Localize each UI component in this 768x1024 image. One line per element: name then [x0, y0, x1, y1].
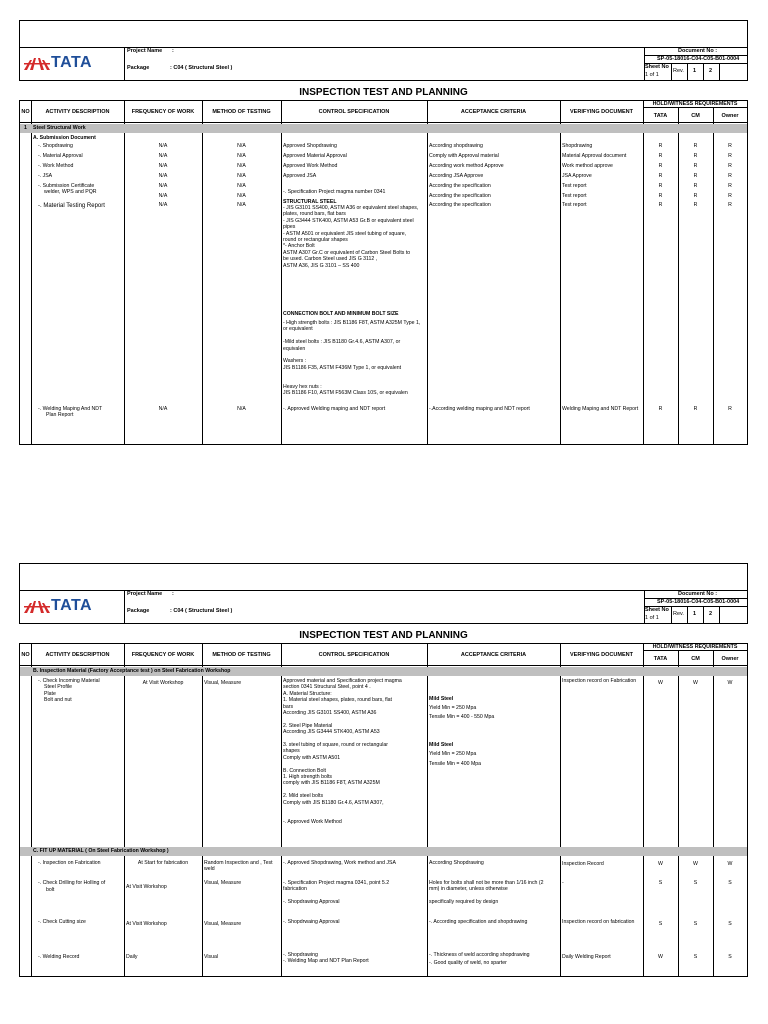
section-title: Steel Structural Work: [33, 125, 86, 131]
section-no: 1: [24, 125, 27, 131]
col-owner: Owner: [721, 112, 739, 119]
bolt-title: CONNECTION BOLT AND MINIMUM BOLT SIZE: [283, 311, 399, 317]
col-control: CONTROL SPECIFICATION: [318, 109, 390, 115]
structural-steel-title: STRUCTURAL STEEL: [283, 199, 337, 205]
column-header-row: [20, 101, 747, 123]
col-verifying: VERIFYING DOCUMENT: [570, 652, 633, 658]
col-frequency: FREQUENCY OF WORK: [131, 652, 195, 658]
section-c-title: C. FIT UP MATERIAL ( On Steel Fabrication Workshop ): [33, 848, 169, 854]
itp-table: NO ACTIVITY DESCRIPTION FREQUENCY OF WORK METHOD OF TESTING CONTROL SPECIFICATION ACCEPTANCE CRITERIA VERIFYING DOCUMENT HOLD/WITNESS REQUIREMENTS TATA CM Owner 1 Steel Structural Work A. Submission Document -. Shopdrawing N/A N/A Approved Shopdrawing According shopdrawing Shopdrawing R R R -. Material Approval N/A N/A Approved Material Approval Comply with Approval material Material Approval document R R R -. Work Method N/A N/A Approved Work Method According work method Approve Work method approve R R R -. JSA N/A N/A Approved JSA According JSA Approve JSA Approve R R R -. Submission Certificate welder, WPS and PQR N/A N/A -. Specification Project magma number 0341 According the specification Test report R R R N/A N/A According the specification Test report R R R -. Material Testing Report N/A N/A According the specification Test report R R R STRUCTURAL STEEL - JIS G3101 SS400, ASTM A36 or equivalent steel shapes, plates, round bars, flat bars - JIS G3444 STK400, ASTM A53 Gr.B or equivalent steel pipes - ASTM A501 or equivalent JIS steel tubing of square, round or rectangular shapes *- Anchor Bolt ASTM A307 Gr.C or equivalent of Carbon Steel Bolts to be used. Carbon Steel used JIS G 3112 , ASTM A36, JIS G 3101 – SS 400 CONNECTION BOLT AND MINIMUM BOLT SIZE - High strength bolts : JIS B1186 F8T, ASTM A325M Type 1, or equivalent -Mild steel bolts : JIS B1180 Gr.4.6, ASTM A307, or equivalen Washers : JIS B1186 F35, ASTM F436M Type 1, or equivalent Heavy hex nuts : JIS B1186 F10, ASTM F563M Class 10S, or equivalen -. Welding Maping And NDT Plan Report N/A N/A -. Approved Welding maping and NDT report -.According welding maping and NDT report Welding Maping and NDT Report R R R: [19, 100, 748, 445]
project-name-label: Project Name: [127, 48, 163, 54]
project-name-label: Project Name: [127, 591, 163, 597]
sheet-1: [19, 20, 748, 445]
sheet-header: [19, 20, 748, 81]
rev-1: 1: [693, 68, 697, 74]
logo-text: TATA: [51, 597, 93, 614]
sheet-no-label: Sheet No: [645, 64, 669, 70]
rev-label: Rev.: [673, 68, 684, 74]
col-hold-witness: HOLD/WITNESS REQUIREMENTS: [643, 644, 747, 651]
itp-table: NO ACTIVITY DESCRIPTION FREQUENCY OF WORK METHOD OF TESTING CONTROL SPECIFICATION ACCEPTANCE CRITERIA VERIFYING DOCUMENT HOLD/WITNESS REQUIREMENTS TATA CM Owner B. Inspection Material (Factory Acceptance test ) on Steel Fabrication Workshop -. Check Incoming Material Steel Profile Plate Bolt and nut At Visit Workshop Visual, Measure Approved material and Specification project magma section 0341 Structural Steel, point 4 . A. Material Structure: 1. Material steel shapes, plates, round bars, flat bars According JIS G3101 SS400, ASTM A36 2. Steel Pipe Material According JIS G3444 STK400, ASTM A53 3. steel tubing of square, round or rectangular shapes Comply with ASTM A501 B. Connection Bolt 1. High strength bolts comply with JIS B1186 F8T, ASTM A325M 2. Mild steel bolts Comply with JIS B1180 Gr.4.6, ASTM A307, -. Approved Work Method Mild Steel Yield Min = 250 Mpa Tensile Min = 400 - 550 Mpa Mild Steel Yield Min = 250 Mpa Tensile Min = 400 Mpa Inspection record on Fabrication W W W C. FIT UP MATERIAL ( On Steel Fabrication Workshop ) -. Inspection on Fabrication At Start for fabrication Random Inspection and , Test weld -. Approved Shopdrawing, Work method and JSA According Shopdrawing Inspection Record W W W -. Check Drilling for Holling of bolt At Visit Workshop Visual, Measure -. Specification Project magma 0341, point 5.2 fabrication -. Shopdrawing Approval Holes for bolts shall not be more than 1/16 inch (2 mm) in diameter, unless otherwise specifically required by design - S S S -. Check Cutting size At Visit Workshop Visual, Measure -. Shopdrwaing Approval -. According specification and shopdrawing Inspection record on fabrication S S S -. Welding Record Daily Visual -. Shopdrawing -. Welding Map and NDT Plan Report -. Thickness of weld according shopdrawing -. Good quality of weld, no sparter Daily Welding Report W S S: [19, 643, 748, 977]
col-method: METHOD OF TESTING: [212, 109, 271, 115]
project-name-value: :: [172, 48, 174, 54]
col-activity: ACTIVITY DESCRIPTION: [45, 109, 110, 115]
col-acceptance: ACCEPTANCE CRITERIA: [460, 109, 527, 115]
rev-1: 1: [693, 611, 697, 617]
sheet-of: 1 of 1: [645, 72, 659, 78]
col-activity: ACTIVITY DESCRIPTION: [45, 652, 110, 658]
col-cm: CM: [691, 655, 700, 662]
package-label: Package: [127, 608, 150, 614]
page-title: INSPECTION TEST AND PLANNING: [299, 630, 468, 641]
section-row: [20, 124, 747, 133]
rev-2: 2: [709, 611, 713, 617]
package-label: Package: [127, 65, 150, 71]
document-no-value: SP-05-18016-C04-C05-B01-0004: [657, 56, 740, 62]
col-tata: TATA: [653, 112, 668, 119]
project-name-value: :: [172, 591, 174, 597]
col-frequency: FREQUENCY OF WORK: [131, 109, 195, 115]
col-tata: TATA: [653, 655, 668, 662]
package-value: : C04 ( Structural Steel ): [170, 608, 233, 614]
document-no-label: Document No :: [678, 591, 718, 597]
tata-logo: [20, 590, 124, 624]
tata-logo-icon: [24, 57, 50, 71]
col-cm: CM: [691, 112, 700, 119]
package-value: : C04 ( Structural Steel ): [170, 65, 233, 71]
sheet-no-label: Sheet No: [645, 607, 669, 613]
document-no-label: Document No :: [678, 48, 718, 54]
tata-logo: [20, 47, 124, 81]
col-hold-witness: HOLD/WITNESS REQUIREMENTS: [643, 101, 747, 108]
sheet-header: [19, 563, 748, 624]
rev-2: 2: [709, 68, 713, 74]
rev-label: Rev.: [673, 611, 684, 617]
subsection-title: A. Submission Document: [33, 135, 96, 141]
tata-logo-icon: [24, 600, 50, 614]
sheet-of: 1 of 1: [645, 615, 659, 621]
section-row: [20, 847, 747, 856]
section-b-title: B. Inspection Material (Factory Acceptance test ) on Steel Fabrication Workshop: [33, 668, 231, 674]
col-control: CONTROL SPECIFICATION: [318, 652, 390, 658]
column-header-row: [20, 644, 747, 666]
col-verifying: VERIFYING DOCUMENT: [570, 109, 633, 115]
col-owner: Owner: [721, 655, 739, 662]
col-acceptance: ACCEPTANCE CRITERIA: [460, 652, 527, 658]
section-row: [20, 667, 747, 676]
col-method: METHOD OF TESTING: [212, 652, 271, 658]
page-title: INSPECTION TEST AND PLANNING: [299, 87, 468, 98]
col-no: NO: [21, 652, 30, 658]
col-no: NO: [21, 109, 30, 115]
document-no-value: SP-05-18016-C04-C05-B01-0004: [657, 599, 740, 605]
logo-text: TATA: [51, 54, 93, 71]
sheet-2: [19, 563, 748, 977]
